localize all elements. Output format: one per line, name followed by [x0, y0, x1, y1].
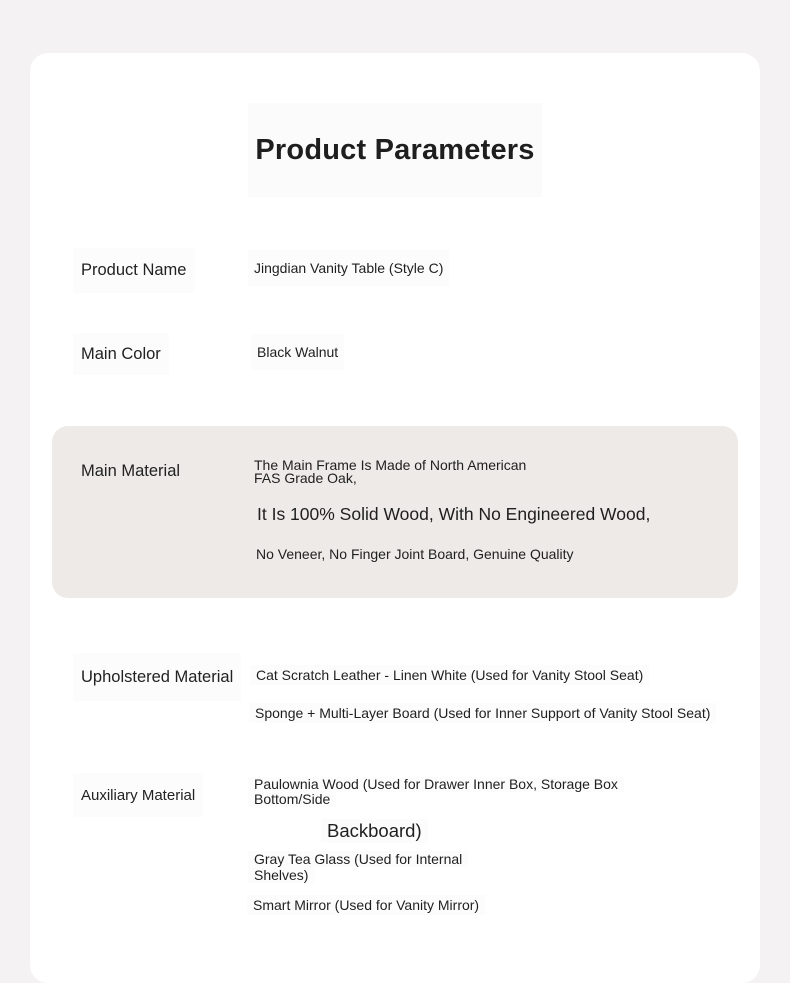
main-material-line4: No Veneer, No Finger Joint Board, Genuine Quality: [256, 546, 574, 562]
upholstered-material-line1: Cat Scratch Leather - Linen White (Used for Vanity Stool Seat): [250, 665, 649, 685]
page-title: Product Parameters: [248, 103, 542, 197]
auxiliary-material-line1: Paulownia Wood (Used for Drawer Inner Box, Storage Box: [248, 777, 624, 792]
auxiliary-material-line5: Shelves): [248, 867, 314, 883]
main-material-line1: The Main Frame Is Made of North American: [254, 457, 527, 473]
main-color-label: Main Color: [73, 333, 169, 375]
main-material-line2: FAS Grade Oak,: [254, 470, 357, 486]
main-material-row: [52, 426, 738, 598]
parameters-card: [30, 53, 760, 983]
auxiliary-material-line3: Backboard): [321, 819, 428, 843]
product-name-label: Product Name: [73, 248, 194, 293]
upholstered-material-line2: Sponge + Multi-Layer Board (Used for Inner Support of Vanity Stool Seat): [249, 703, 716, 723]
upholstered-material-label: Upholstered Material: [73, 653, 241, 701]
main-material-label: Main Material: [81, 461, 181, 480]
auxiliary-material-line6: Smart Mirror (Used for Vanity Mirror): [247, 895, 485, 915]
auxiliary-material-line2: Bottom/Side: [248, 792, 336, 807]
main-color-value: Black Walnut: [251, 334, 344, 370]
auxiliary-material-line4: Gray Tea Glass (Used for Internal: [248, 851, 468, 867]
product-name-value: Jingdian Vanity Table (Style C): [248, 250, 449, 286]
auxiliary-material-label: Auxiliary Material: [73, 773, 203, 817]
main-material-line3: It Is 100% Solid Wood, With No Engineered Wood,: [257, 504, 651, 524]
